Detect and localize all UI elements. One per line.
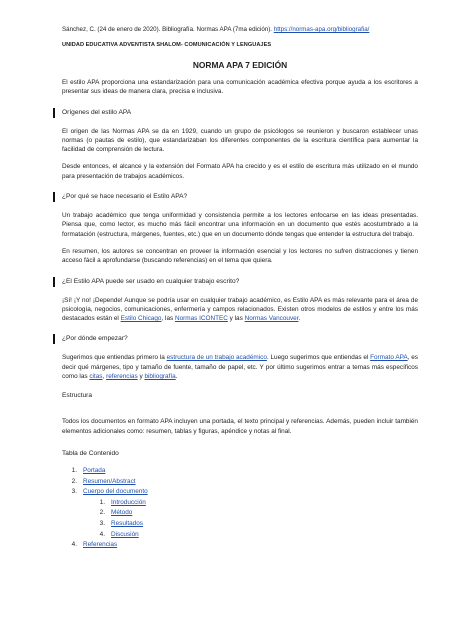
heading-bar <box>53 192 55 202</box>
por-que-paragraph-2: En resumen, los autores se concentran en proveer la información esencial y los lectores no sufren distracciones y tienen acceso fácil a aprofundarse (buscando referencias) en el tema que quiera. <box>62 247 418 265</box>
toc-item <box>62 466 418 477</box>
empezar-text-1: Sugerimos que entiendas primero la <box>62 354 167 362</box>
toc-subitem <box>62 530 418 541</box>
uso-paragraph <box>62 296 418 324</box>
empezar-text-3: , es decir qué márgenes, tipo y tamaño de fuente, tamaño de papel, etc. Y por último sugerimos entrar a temas más específicos como las <box>62 354 418 381</box>
link-bibliografia[interactable]: bibliografía <box>144 373 176 381</box>
toc-number: 1. <box>71 466 77 474</box>
estructura-heading: Estructura <box>62 392 93 400</box>
toc-link-metodo[interactable]: Método <box>111 509 133 517</box>
toc-item <box>62 540 418 551</box>
uso-text-1: ¡Sí! ¡Y no! ¡Depende! Aunque se podría usar en cualquier trabajo académico, es Estilo APA es más relevante para el área de psicología, negocios, comunicaciones, enfermería y campos relacionados. Existen otros modelos de estilos y entre los más destacados están el <box>62 296 418 323</box>
document-title: NORMA APA 7 EDICIÓN <box>192 60 288 70</box>
section-heading-uso <box>62 278 418 285</box>
link-estructura-trabajo[interactable]: estructura de un trabajo académico <box>166 354 267 362</box>
estructura-paragraph: Todos los documentos en formato APA incluyen una portada, el texto principal y referencias. Además, pueden incluir también elementos adicionales como: resumen, tablas y figuras, apéndice y notas al final. <box>62 418 418 435</box>
link-normas-vancouver[interactable]: Normas Vancouver <box>244 315 299 323</box>
citation-link[interactable]: https://normas-apa.org/bibliografia/ <box>273 26 370 33</box>
toc-link-cuerpo[interactable]: Cuerpo del documento <box>83 488 148 496</box>
toc-title: Tabla de Contenido <box>62 449 119 457</box>
toc-link-discusion[interactable]: Discusión <box>111 530 139 538</box>
toc-item <box>62 477 418 488</box>
empezar-text-6: . <box>175 373 178 381</box>
toc-subitem <box>62 508 418 519</box>
link-citas[interactable]: citas <box>89 373 103 381</box>
toc-link-referencias[interactable]: Referencias <box>83 541 118 549</box>
section-heading-origenes <box>62 109 418 116</box>
citation-text: Sánchez, C. (24 de enero de 2020). Bibliografía. Normas APA (7ma edición). <box>62 26 273 33</box>
toc-number: 3. <box>99 519 105 527</box>
toc-number: 4. <box>99 530 105 538</box>
toc-link-resumen[interactable]: Resumen/Abstract <box>83 477 136 485</box>
section-heading-por-que <box>62 193 418 200</box>
link-formato-apa[interactable]: Formato APA <box>370 354 408 362</box>
section-heading-text: ¿El Estilo APA puede ser usado en cualquier trabajo escrito? <box>62 277 240 285</box>
intro-paragraph: El estilo APA proporciona una estandarización para una comunicación académica efectiva porque ayuda a los escritores a presentar sus ideas de manera clara, precisa e inclusiva. <box>62 79 418 96</box>
toc-subitem <box>62 519 418 530</box>
section-heading-empezar <box>62 335 418 342</box>
table-of-contents <box>62 466 418 551</box>
toc-link-portada[interactable]: Portada <box>83 466 106 474</box>
toc-number: 4. <box>71 541 77 549</box>
heading-bar <box>53 277 55 287</box>
heading-bar <box>53 108 55 118</box>
toc-link-resultados[interactable]: Resultados <box>111 519 143 527</box>
link-normas-icontec[interactable]: Normas ICONTEC <box>174 315 228 323</box>
section-heading-text: Orígenes del estilo APA <box>62 108 132 116</box>
toc-number: 3. <box>71 488 77 496</box>
school-header: UNIDAD EDUCATIVA ADVENTISTA SHALOM- COMUNICACIÓN Y LENGUAJES <box>62 42 272 48</box>
empezar-text-5: y <box>137 373 145 381</box>
heading-bar <box>53 334 55 344</box>
citation-line <box>62 26 418 34</box>
por-que-paragraph-1: Un trabajo académico que tenga uniformidad y consistencia permite a los lectores enfocarse en las ideas presentadas. Piensa que, como lector, es mucho más fácil encontrar una información en un documento que estés acostumbrado a la formatación (estructura, márgenes, fuentes, etc.) que en un documento dónde tengas que entender la estructura del trabajo. <box>62 212 418 238</box>
toc-link-introduccion[interactable]: Introducción <box>111 498 146 506</box>
uso-text-2: , las <box>161 315 175 323</box>
link-estilo-chicago[interactable]: Estilo Chicago <box>120 315 162 323</box>
empezar-paragraph <box>62 353 418 381</box>
link-referencias[interactable]: referencias <box>106 373 138 381</box>
origenes-paragraph-2: Desde entonces, el alcance y la extensión del Formato APA ha crecido y es el estilo de escritura más utilizado en el mundo para presentación de trabajos académicos. <box>62 163 418 180</box>
uso-text-3: y las <box>227 315 245 323</box>
uso-text-4: . <box>298 315 301 323</box>
section-heading-text: ¿Por dónde empezar? <box>62 335 128 343</box>
toc-item <box>62 487 418 498</box>
toc-number: 2. <box>71 477 77 485</box>
origenes-paragraph-1: El origen de las Normas APA se da en 1929, cuando un grupo de psicólogos se reunieron y buscaron establecer unas normas (o pautas de estilo), que estandarizaban los diferentes componentes de la escritura científica para aumentar la facilidad de comprensión de lectura. <box>62 127 418 154</box>
section-heading-text: ¿Por qué se hace necesario el Estilo APA? <box>62 193 188 201</box>
empezar-text-4: , <box>102 373 107 381</box>
empezar-text-2: . Luego sugerimos que entiendas el <box>266 354 371 362</box>
toc-number: 2. <box>99 509 105 517</box>
toc-subitem <box>62 498 418 509</box>
toc-number: 1. <box>99 498 105 506</box>
